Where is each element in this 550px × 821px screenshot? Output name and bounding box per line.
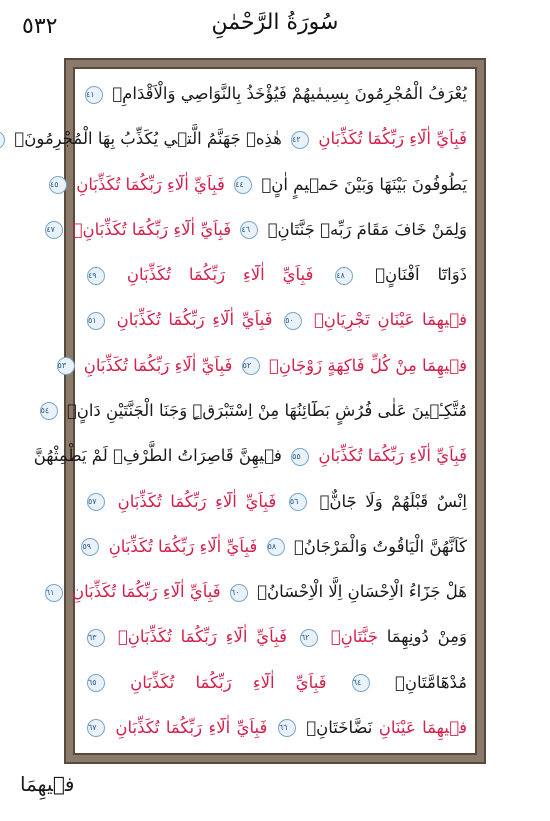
verse-block	[14, 67, 477, 755]
ayah-number-marker-icon: ٥٨	[267, 538, 285, 556]
verse-line	[83, 262, 467, 288]
ayah-number-marker-icon: ٦٤	[352, 674, 370, 692]
verse-text-highlight: فَبِاَيِّ اٰلَٓاءِ رَبِّكُمَا تُكَذِّبَانِ	[130, 672, 327, 692]
verse-line	[83, 670, 467, 696]
ayah-number-marker-icon: ٤٤	[234, 176, 252, 194]
verse-text-highlight: ف۪يهِمَا عَيْنَانِ تَجْرِيَانِۚ	[313, 310, 467, 330]
verse-text-highlight: فَبِاَيِّ اٰلَٓاءِ رَبِّكُمَا تُكَذِّبَانِ	[318, 446, 467, 466]
verse-text-highlight: فَبِاَيِّ اٰلَٓاءِ رَبِّكُمَا تُكَذِّبَانِۙ	[117, 627, 288, 647]
surah-title: سُورَةُ الرَّحْمٰنِ	[211, 10, 339, 35]
verse-text: وَلِمَنْ خَافَ مَقَامَ رَبِّه۪ جَنَّتَانِۚ	[267, 219, 467, 239]
ayah-number-marker-icon: ٥١	[87, 312, 105, 330]
verse-line	[40, 398, 467, 424]
ayah-number-marker-icon: ٥٦	[289, 493, 307, 511]
verse-line	[14, 126, 467, 152]
verse-line	[83, 715, 467, 741]
verse-text: مُتَّكِـ۪ٔينَ عَلٰى فُرُشٍ بَطَٓائِنُهَا مِنْ اِسْتَبْرَقٍۜ وَجَنَا الْجَنَّتَيْنِ دَانٍۚ	[66, 400, 467, 420]
verse-text: مُدْهَٓامَّتَانِۚ	[394, 672, 468, 692]
verse-text: هٰذِهٖ جَهَنَّمُ الَّت۪ي يُكَذِّبُ بِهَا الْمُجْرِمُونَۢ	[14, 129, 282, 149]
ayah-number-marker-icon: ٥٣	[57, 357, 75, 375]
verse-text: هَلْ جَزَٓاءُ الْاِحْسَانِ اِلَّا الْاِحْسَانُۚ	[257, 582, 467, 602]
ayah-number-marker-icon: ٤١	[85, 86, 103, 104]
verse-line	[83, 624, 467, 650]
verse-text-highlight: فَبِاَيِّ اٰلَٓاءِ رَبِّكُمَا تُكَذِّبَانِ	[83, 355, 233, 375]
verse-text: يَطُوفُونَ بَيْنَهَا وَبَيْنَ حَم۪يمٍ اٰنٍۚ	[261, 174, 467, 194]
ayah-number-marker-icon: ٤٧	[45, 221, 63, 239]
ayah-number-marker-icon: ٤٢	[291, 131, 309, 149]
verse-text-highlight: ف۪يهِمَا مِنْ كُلِّ فَاكِهَةٍ زَوْجَانِۚ	[268, 355, 467, 375]
ayah-number-marker-icon: ٦٣	[87, 629, 105, 647]
verse-text-highlight: فَبِاَيِّ اٰلَٓاءِ رَبِّكُمَا تُكَذِّبَانِ	[115, 717, 268, 737]
page-number: ٥٣٢	[22, 14, 58, 39]
verse-line	[83, 307, 467, 333]
catchword: ف۪يهِمَا	[20, 772, 75, 796]
ayah-number-marker-icon: ٥٠	[284, 312, 302, 330]
ayah-number-marker-icon: ٥٥	[291, 448, 309, 466]
ayah-number-marker-icon: ٦١	[45, 584, 63, 602]
verse-line	[45, 579, 467, 605]
verse-text: نَضَّاخَتَانِۚ	[306, 717, 373, 737]
verse-text-highlight: فَبِاَيِّ اٰلَٓاءِ رَبِّكُمَا تُكَذِّبَانِۙ	[72, 219, 232, 239]
verse-text-highlight: فَبِاَيِّ اٰلَٓاءِ رَبِّكُمَا تُكَذِّبَانِ	[76, 174, 225, 194]
verse-text-highlight: فَبِاَيِّ اٰلَٓاءِ رَبِّكُمَا تُكَذِّبَانِ	[117, 491, 277, 511]
verse-text-highlight: فَبِاَيِّ اٰلَٓاءِ رَبِّكُمَا تُكَذِّبَانِ	[108, 536, 258, 556]
verse-text-highlight: فَبِاَيِّ اٰلَٓاءِ رَبِّكُمَا تُكَذِّبَانِ	[72, 582, 221, 602]
ayah-number-marker-icon: ٦٠	[230, 584, 248, 602]
ayah-number-marker-icon: ٦٥	[87, 674, 105, 692]
verse-line	[49, 172, 467, 198]
verse-text-highlight: فَبِاَيِّ اٰلَٓاءِ رَبِّكُمَا تُكَذِّبَانِ	[318, 129, 467, 149]
verse-text-highlight: جَنَّتَانِۚ	[330, 627, 378, 647]
ayah-number-marker-icon: ٤٦	[240, 221, 258, 239]
verse-line	[46, 217, 467, 243]
ayah-number-marker-icon: ٥٩	[81, 538, 99, 556]
ayah-number-marker-icon: ٥٤	[40, 402, 58, 420]
verse-text: يُعْرَفُ الْمُجْرِمُونَ بِسِيمٰيهُمْ فَيُؤْخَذُ بِالنَّوَاصِي وَالْاَقْدَامِۚ	[112, 84, 467, 103]
verse-line	[83, 534, 467, 560]
ayah-number-marker-icon: ٦٢	[300, 629, 318, 647]
page-header	[0, 0, 550, 56]
verse-line	[83, 489, 467, 515]
verse-line	[33, 443, 467, 469]
ayah-number-marker-icon	[0, 131, 5, 149]
ayah-number-marker-icon: ٤٨	[335, 267, 353, 285]
ayah-number-marker-icon: ٤٩	[87, 267, 105, 285]
page-frame	[14, 58, 486, 764]
verse-text: كَاَنَّهُنَّ الْيَاقُوتُ وَالْمَرْجَانُۚ	[293, 536, 467, 556]
verse-line	[83, 81, 467, 107]
verse-text-highlight: ف۪يهِمَا عَيْنَانِ	[378, 717, 468, 737]
verse-line	[57, 353, 467, 379]
verse-text-highlight: فَبِاَيِّ اٰلَٓاءِ رَبِّكُمَا تُكَذِّبَانِ	[116, 310, 273, 330]
ayah-number-marker-icon: ٥٢	[242, 357, 260, 375]
ayah-number-marker-icon: ٤٥	[49, 176, 67, 194]
verse-text-highlight: فَبِاَيِّ اٰلَٓاءِ رَبِّكُمَا تُكَذِّبَانِ	[126, 265, 314, 285]
ayah-number-marker-icon: ٦٧	[87, 719, 105, 737]
verse-text: ف۪يهِنَّ قَاصِرَاتُ الطَّرْفِۙ لَمْ يَطْمِثْهُنَّ	[33, 446, 282, 466]
verse-text: وَمِنْ دُونِهِمَا	[386, 627, 467, 647]
verse-text: ذَوَاتَٓا اَفْنَانٍۚ	[375, 265, 468, 285]
ayah-number-marker-icon: ٥٧	[87, 493, 105, 511]
verse-text: اِنْسٌ قَبْلَهُمْ وَلَا جَٓانٌّۚ	[319, 491, 467, 511]
ayah-number-marker-icon: ٦٦	[278, 719, 296, 737]
